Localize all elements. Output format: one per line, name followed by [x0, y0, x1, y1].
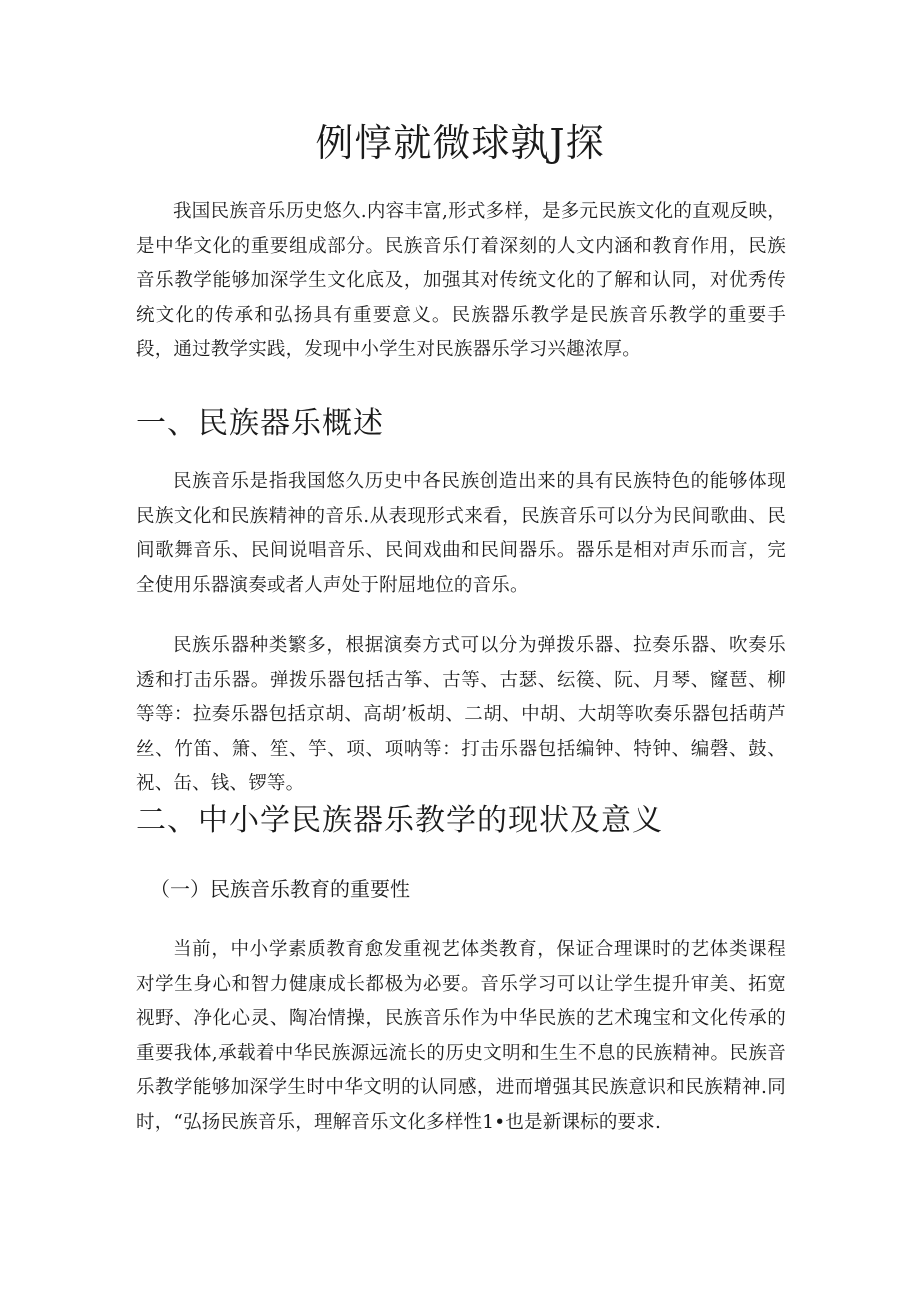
- subsection-1-heading: （一）民族音乐教育的重要性: [150, 877, 410, 901]
- section-1-paragraph-1: 民族音乐是指我国悠久历史中各民族创造出来的具有民族特色的能够体现民族文化和民族精神的音乐.从表现形式来看，民族音乐可以分为民间歌曲、民间歌舞音乐、民间说唱音乐、民间戏曲和民间器乐。器乐是相对声乐而言，完全使用乐器演奏或者人声处于附屈地位的音乐。: [136, 471, 786, 596]
- section-2-heading: 二、中小学民族器乐教学的现状及意义: [136, 803, 663, 838]
- section-1-paragraph-2: 民族乐器种类繁多，根据演奏方式可以分为弹拨乐器、拉奏乐器、吹奏乐透和打击乐器。弹拨乐器包括古筝、古等、古瑟、纭篌、阮、月琴、窿琶、柳等等：拉奏乐器包括京胡、高胡’板胡、二胡、中胡、大胡等吹奏乐器包括萌芦丝、竹笛、箫、笙、竽、项、项呐等：打击乐器包括编钟、特钟、编磬、鼓、祝、缶、钱、锣等。: [136, 635, 786, 794]
- section-1-heading: 一、民族器乐概述: [136, 406, 384, 441]
- intro-paragraph: 我国民族音乐历史悠久.内容丰富,形式多样，是多元民族文化的直观反映，是中华文化的重要组成部分。民族音乐仃着深刻的人文内涵和教育作用，民族音乐教学能够加深学生文化底及，加强其对传统文化的了解和认同，对优秀传统文化的传承和弘扬具有重要意义。民族器乐教学是民族音乐教学的重要手段，通过教学实践，发现中小学生对民族器乐学习兴趣浓厚。: [136, 201, 786, 360]
- document-title: 例惇就微球孰J探: [315, 121, 605, 165]
- subsection-1-paragraph-1: 当前，中小学素质教育愈发重视艺体类教育，保证合理课时的艺体类课程对学生身心和智力健康成长都极为必要。音乐学习可以让学生提升审美、拓宽视野、净化心灵、陶冶情操，民族音乐作为中华民族的艺术瑰宝和文化传承的重要我体,承载着中华民族源远流长的历史文明和生生不息的民族精神。民族音乐教学能够加深学生时中华文明的认同感，进而增强其民族意识和民族精神.同时，“弘扬民族音乐，理解音乐文化多样性1•也是新课标的要求.: [136, 939, 786, 1133]
